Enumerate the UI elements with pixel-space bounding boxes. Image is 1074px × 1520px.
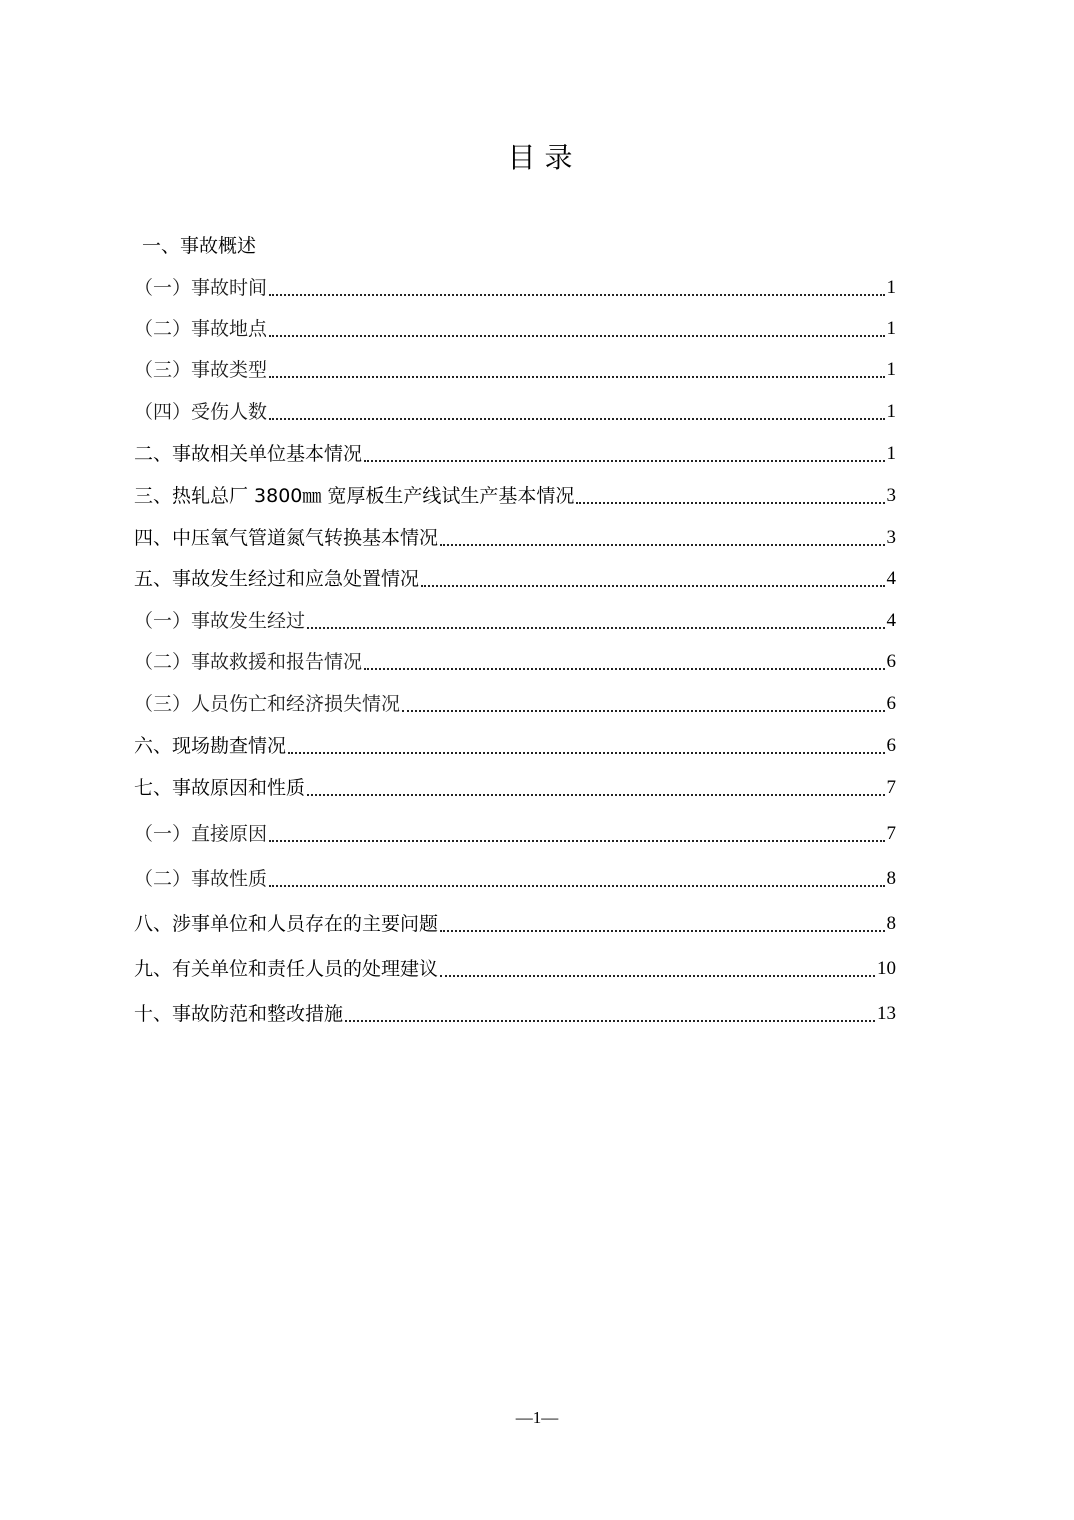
toc-page-number: 1 [886,401,896,422]
page-footer-number: —1— [515,1408,559,1427]
toc-entry-8[interactable] [134,898,896,938]
toc-entry-label: （四）受伤人数 [134,401,268,423]
toc-page-number: 6 [886,693,896,714]
toc-entry-3[interactable] [134,470,896,510]
dot-leader [269,375,884,378]
toc-entry-label: 七、事故原因和性质 [134,777,306,799]
dot-leader [440,929,884,932]
toc-entry-label: （三）事故类型 [134,359,268,381]
toc-entry-4[interactable] [134,512,896,552]
toc-entry-10[interactable] [134,988,896,1028]
toc-entry-label: 一、事故概述 [142,235,257,257]
toc-entry-1-3[interactable] [134,344,896,384]
toc-entry-label: （二）事故救援和报告情况 [134,651,363,673]
toc-entry-5-1[interactable] [134,595,896,635]
dot-leader [269,293,884,296]
dot-leader [576,501,884,504]
toc-page-number: 4 [886,568,896,589]
toc-entry-label: 二、事故相关单位基本情况 [134,443,363,465]
toc-page-number: 13 [877,1003,896,1024]
dot-leader [440,543,884,546]
toc-entry-label: （一）直接原因 [134,823,268,845]
toc-page-number: 4 [886,610,896,631]
toc-page-number: 1 [886,318,896,339]
dot-leader [269,884,884,887]
toc-entry-label: 十、事故防范和整改措施 [134,1003,344,1025]
toc-entry-5-2[interactable] [134,636,896,676]
toc-entry-1-2[interactable] [134,303,896,343]
toc-entry-label: （一）事故发生经过 [134,610,306,632]
toc-page-number: 8 [886,868,896,889]
dot-leader [307,793,884,796]
dot-leader [421,584,884,587]
dot-leader [345,1019,875,1022]
toc-entry-1-1[interactable] [134,262,896,302]
dot-leader [269,839,884,842]
toc-entry-label: 九、有关单位和责任人员的处理建议 [134,958,439,980]
toc-page-number: 1 [886,443,896,464]
page-title: 目 录 [507,141,573,174]
toc-page-number: 1 [886,277,896,298]
toc-entry-7-2[interactable] [134,853,896,893]
toc-entry-9[interactable] [134,943,896,983]
toc-page-number: 7 [886,823,896,844]
toc-entry-label: （一）事故时间 [134,277,268,299]
dot-leader [269,334,884,337]
toc-entry-label: 四、中压氧气管道氮气转换基本情况 [134,527,439,549]
toc-entry-label: 五、事故发生经过和应急处置情况 [134,568,420,590]
toc-page-number: 1 [886,359,896,380]
toc-entry-label: 六、现场勘查情况 [134,735,287,757]
toc-page-number: 8 [886,913,896,934]
dot-leader [440,974,875,977]
toc-entry-2[interactable] [134,428,896,468]
dot-leader [402,709,884,712]
dot-leader [364,667,884,670]
dot-leader [307,626,884,629]
toc-entry-label: 三、热轧总厂 3800㎜ 宽厚板生产线试生产基本情况 [134,485,575,507]
toc-entry-5-3[interactable] [134,678,896,718]
dot-leader [364,459,884,462]
toc-page-number: 6 [886,735,896,756]
toc-entry-label: （三）人员伤亡和经济损失情况 [134,693,401,715]
toc-page-number: 6 [886,651,896,672]
toc-page-number: 10 [877,958,896,979]
toc-entry-1-4[interactable] [134,386,896,426]
toc-entry-label: （二）事故地点 [134,318,268,340]
toc-entry-label: 八、涉事单位和人员存在的主要问题 [134,913,439,935]
toc-entry-7-1[interactable] [134,808,896,848]
toc-entry-5[interactable] [134,553,896,593]
toc-entry-6[interactable] [134,720,896,760]
toc-page-number: 7 [886,777,896,798]
dot-leader [269,417,884,420]
toc-page-number: 3 [886,485,896,506]
dot-leader [288,751,884,754]
toc-entry-1[interactable] [142,220,904,260]
toc-entry-label: （二）事故性质 [134,868,268,890]
toc-page-number: 3 [886,527,896,548]
toc-entry-7[interactable] [134,762,896,802]
